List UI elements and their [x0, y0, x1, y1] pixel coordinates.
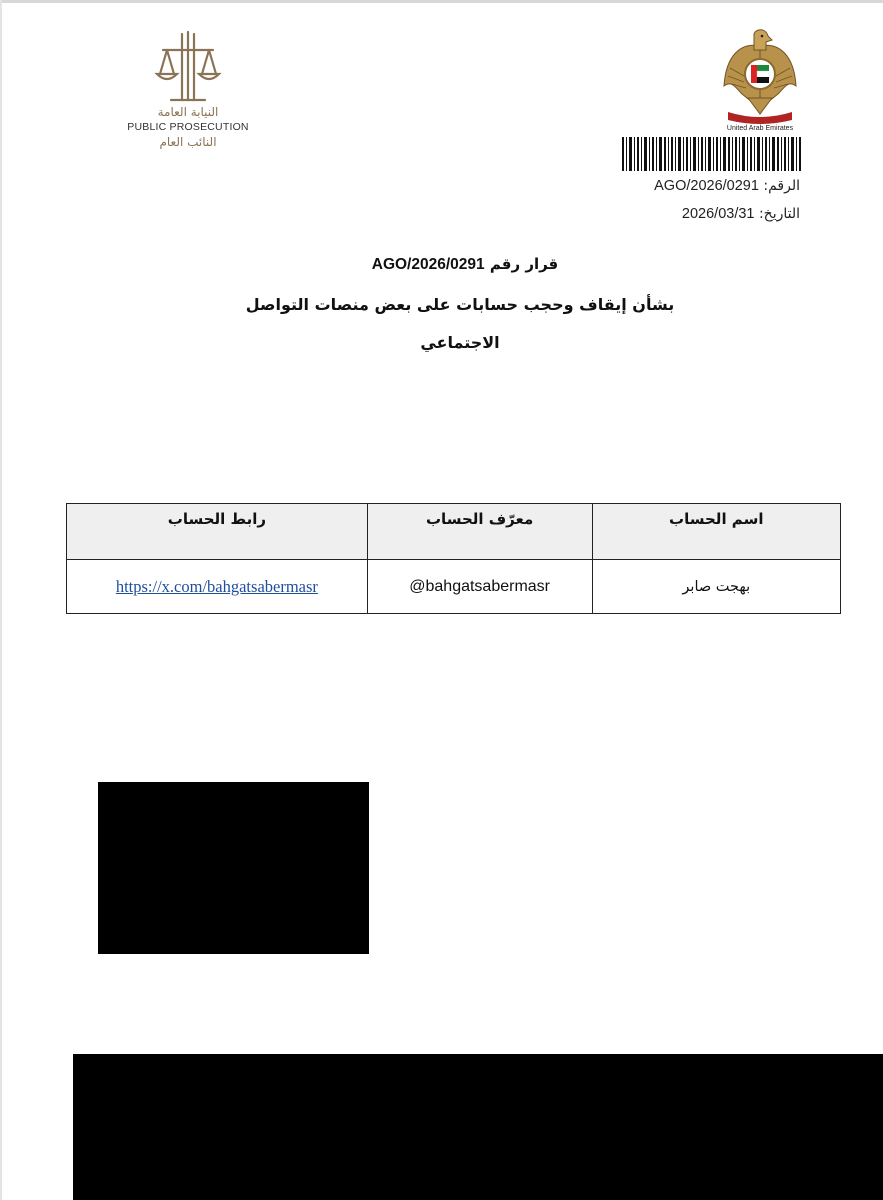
- logo-arabic-line-2: النائب العام: [159, 135, 217, 149]
- decision-number: AGO/2026/0291: [371, 256, 485, 273]
- accounts-table: [66, 503, 841, 614]
- scales-of-justice-icon: [153, 30, 223, 102]
- account-link[interactable]: https://x.com/bahgatsabermasr: [115, 576, 318, 596]
- reference-label: الرقم:: [763, 178, 800, 194]
- header-account-name: اسم الحساب: [592, 504, 840, 560]
- account-handle-cell: @bahgatsabermasr: [367, 560, 592, 614]
- header-account-handle: معرّف الحساب: [367, 504, 592, 560]
- page-edge-left: [0, 0, 2, 1200]
- table-row: [67, 560, 841, 614]
- decision-title: [200, 255, 730, 274]
- account-name-cell: بهجت صابر: [592, 560, 840, 614]
- date-label: التاريخ:: [758, 206, 800, 222]
- redaction-block: [98, 782, 369, 954]
- page-edge-top: [0, 0, 883, 3]
- falcon-emblem-icon: [718, 28, 802, 124]
- decision-subject: بشأن إيقاف وحجب حسابات على بعض منصات التواصل الاجتماعي: [245, 295, 675, 352]
- logo-arabic-line-1: النيابة العامة: [157, 105, 219, 119]
- logo-english-line: PUBLIC PROSECUTION: [127, 121, 249, 133]
- date-value: 2026/03/31: [681, 206, 755, 222]
- uae-emblem: [718, 28, 802, 132]
- decision-title-prefix: قرار رقم: [489, 255, 559, 273]
- header-account-link: رابط الحساب: [67, 504, 368, 560]
- reference-value: AGO/2026/0291: [654, 178, 759, 194]
- redaction-block: [73, 1054, 883, 1200]
- table-header-row: [67, 504, 841, 560]
- reference-number: [654, 178, 800, 194]
- barcode: [622, 137, 802, 171]
- emblem-english-caption: United Arab Emirates: [726, 125, 794, 132]
- public-prosecution-logo: [118, 30, 258, 149]
- account-link-cell: [67, 560, 368, 614]
- document-date: [682, 206, 800, 222]
